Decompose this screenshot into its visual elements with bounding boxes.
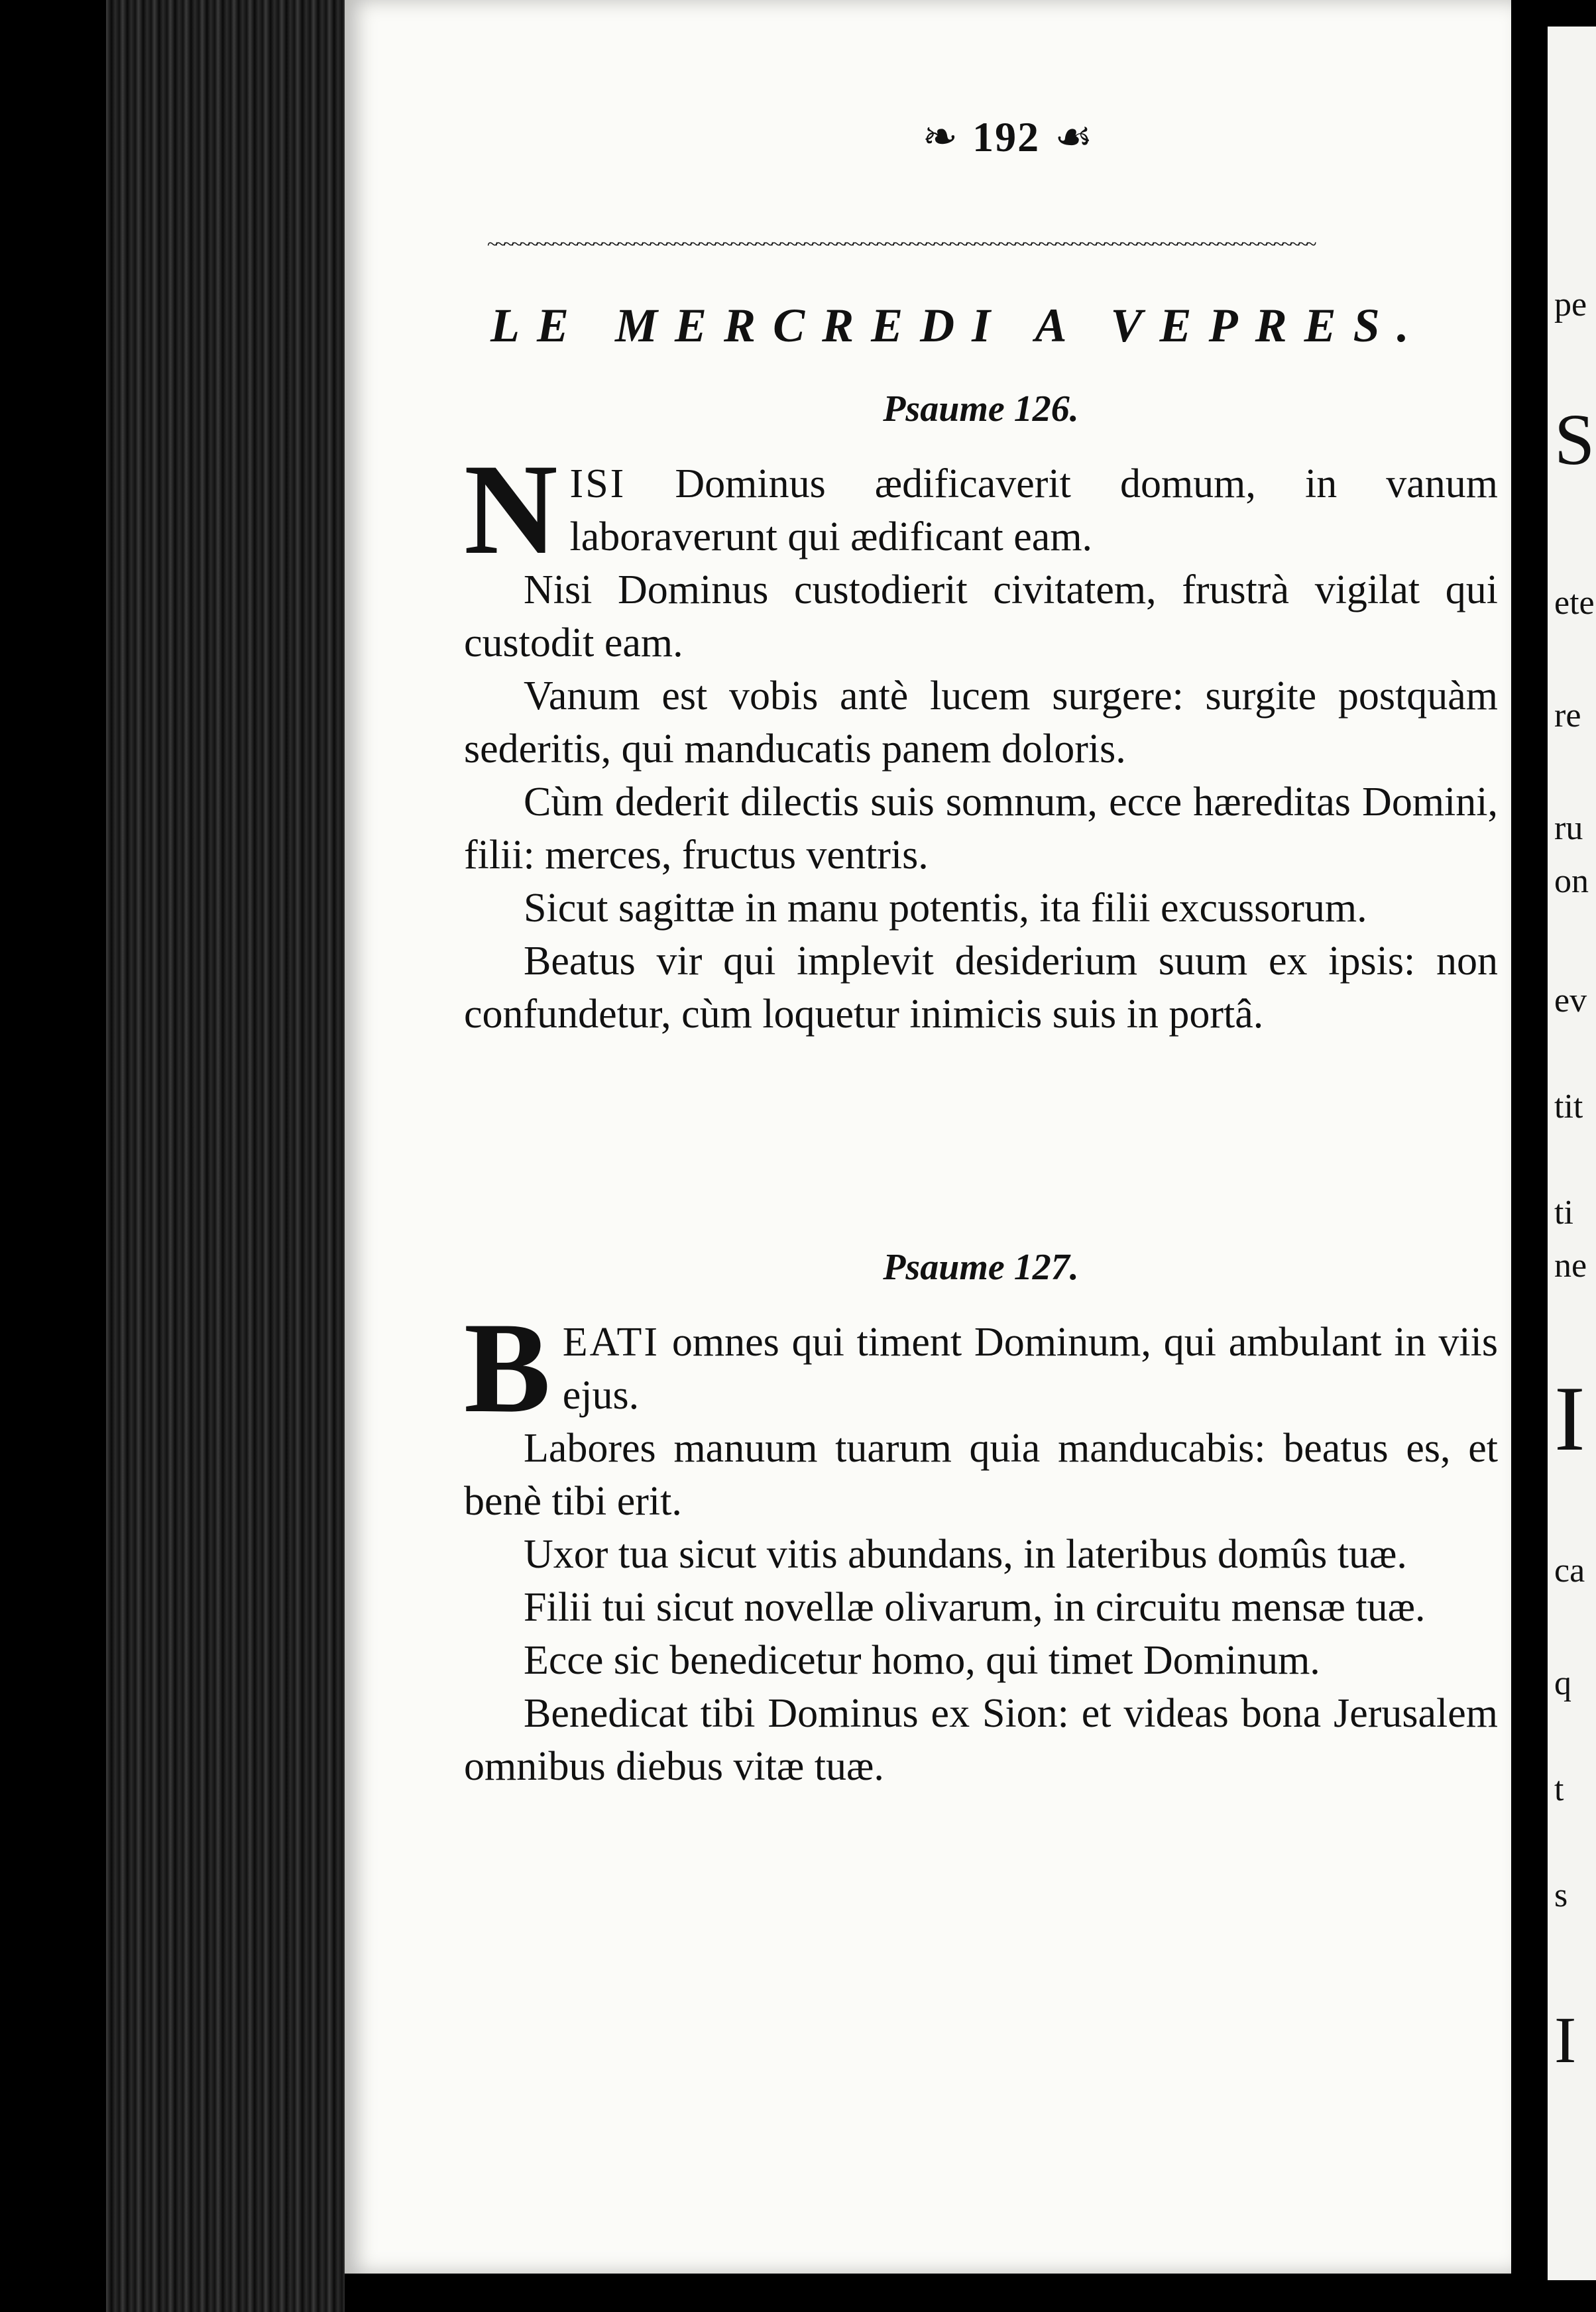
facing-fragment: S [1554, 399, 1595, 480]
facing-fragment: ru [1554, 809, 1583, 847]
book-binding [0, 0, 345, 2312]
facing-fragment: pe [1554, 286, 1587, 323]
psalm-127-heading: Psaume 127. [883, 1247, 1079, 1288]
decorative-rule: ~~~~~~~~~~~~~~~~~~~~~~~~~~~~~~~~~~~~~~~~~~~~~~~~~~~~~~~~~~~~~~~~~~~~~~~~~~~~~~~~~~~~~~~~~~~~~~~~~~~~~~ [487, 235, 1314, 254]
facing-fragment: q [1554, 1664, 1571, 1702]
psalm-verse: Uxor tua sicut vitis abundans, in lateribus domûs tuæ. [524, 1532, 1407, 1577]
facing-fragment: ca [1554, 1552, 1585, 1590]
drop-cap: N [464, 437, 558, 581]
right-fleuron-icon: ☙ [1054, 113, 1093, 160]
facing-fragment: ti [1554, 1194, 1573, 1232]
drop-cap: B [464, 1296, 551, 1440]
psalm-verse: Benedicat tibi Dominus ex Sion: et videas bona Jerusalem omnibus diebus vitæ tuæ. [464, 1691, 1498, 1789]
psalm-126-heading: Psaume 126. [883, 388, 1079, 430]
facing-fragment: re [1554, 697, 1581, 734]
psalm-127-verse-1 [464, 1296, 1498, 1440]
page-header [855, 113, 1160, 162]
facing-fragment: ete [1554, 584, 1595, 622]
drop-cap-continuation: ISI [569, 461, 626, 506]
facing-fragment: t [1554, 1770, 1564, 1808]
facing-fragment: tit [1554, 1088, 1583, 1126]
facing-fragment: s [1554, 1877, 1568, 1914]
psalm-verse: Nisi Dominus custodierit civitatem, frustrà vigilat qui custodit eam. [464, 567, 1498, 665]
verse-text: omnes qui timent Dominum, qui ambulant in viis ejus. [562, 1320, 1498, 1418]
facing-fragment: ne [1554, 1247, 1587, 1285]
psalm-verse: Vanum est vobis antè lucem surgere: surgite postquàm sederitis, qui manducatis panem doloris. [464, 673, 1498, 772]
facing-fragment: I [1554, 1367, 1585, 1470]
page-number: 192 [972, 113, 1041, 160]
psalm-127-text [464, 1296, 1498, 1793]
facing-fragment: ev [1554, 982, 1587, 1019]
psalm-verse: Labores manuum tuarum quia manducabis: beatus es, et benè tibi erit. [464, 1426, 1498, 1524]
psalm-verse: Beatus vir qui implevit desiderium suum ex ipsis: non confundetur, cùm loquetur inimicis suis in portâ. [464, 939, 1498, 1037]
facing-fragment: I [1554, 2003, 1577, 2077]
left-fleuron-icon: ❧ [922, 113, 958, 160]
psalm-126-text [464, 437, 1498, 1041]
psalm-verse: Sicut sagittæ in manu potentis, ita filii excussorum. [524, 886, 1367, 931]
psalm-verse: Ecce sic benedicetur homo, qui timet Dominum. [524, 1638, 1320, 1683]
psalm-126-verse-1 [464, 437, 1498, 581]
section-title: LE MERCREDI A VEPRES. [490, 299, 1426, 352]
verse-text: Dominus ædificaverit domum, in vanum laboraverunt qui ædificant eam. [569, 461, 1498, 559]
facing-fragment: on [1554, 862, 1589, 900]
drop-cap-continuation: EATI [562, 1320, 660, 1365]
facing-page-edge [1548, 27, 1596, 2280]
psalm-verse: Cùm dederit dilectis suis somnum, ecce hæreditas Domini, filii: merces, fructus ventris. [464, 780, 1498, 878]
psalm-verse: Filii tui sicut novellæ olivarum, in circuitu mensæ tuæ. [524, 1585, 1426, 1630]
